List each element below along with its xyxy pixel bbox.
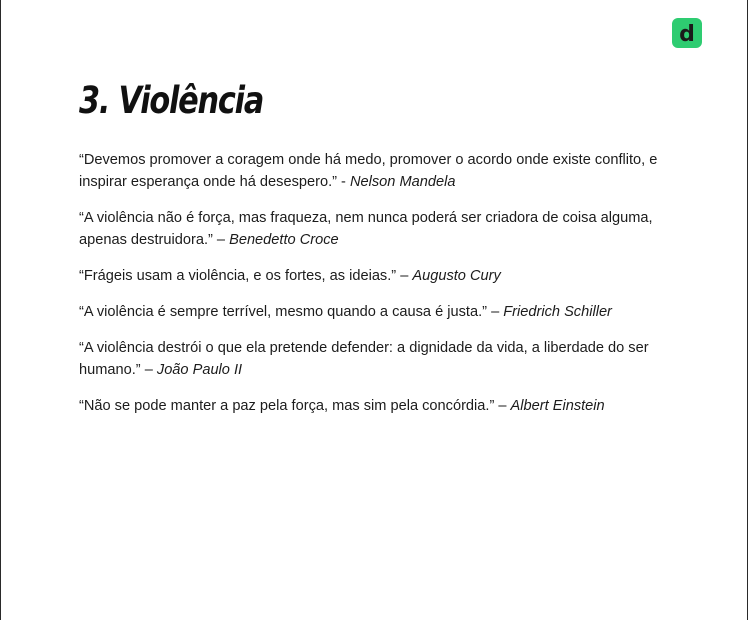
quote-author: Albert Einstein	[510, 398, 605, 414]
quote-text: “Não se pode manter a paz pela força, mas sim pela concórdia.” –	[79, 398, 511, 414]
quote-item	[79, 395, 659, 417]
quote-author: Nelson Mandela	[349, 174, 456, 190]
quote-item	[79, 149, 659, 193]
quote-text: “A violência é sempre terrível, mesmo quando a causa é justa.” –	[79, 304, 504, 320]
quote-item	[79, 207, 659, 251]
quote-item	[79, 301, 659, 323]
quote-item	[79, 337, 659, 381]
brand-logo-icon	[672, 18, 702, 48]
quote-item	[79, 265, 659, 287]
quote-text: “Devemos promover a coragem onde há medo, promover o acordo onde existe conflito, e inspirar esperança onde há desespero.” -	[79, 152, 658, 190]
quote-text: “A violência destrói o que ela pretende defender: a dignidade da vida, a liberdade do ser humano.” –	[79, 340, 649, 378]
quote-list	[79, 149, 659, 431]
quote-author: Benedetto Croce	[229, 232, 339, 248]
quote-author: João Paulo II	[156, 362, 243, 378]
page-title: 3. Violência	[79, 79, 264, 122]
quote-text: “Frágeis usam a violência, e os fortes, as ideias.” –	[79, 268, 413, 284]
brand-logo	[672, 18, 702, 48]
quote-author: Friedrich Schiller	[503, 304, 612, 320]
quote-author: Augusto Cury	[412, 268, 501, 284]
quote-text: “A violência não é força, mas fraqueza, nem nunca poderá ser criadora de coisa alguma, apenas destruidora.” –	[79, 210, 653, 248]
brand-logo-letter: d	[679, 22, 695, 47]
